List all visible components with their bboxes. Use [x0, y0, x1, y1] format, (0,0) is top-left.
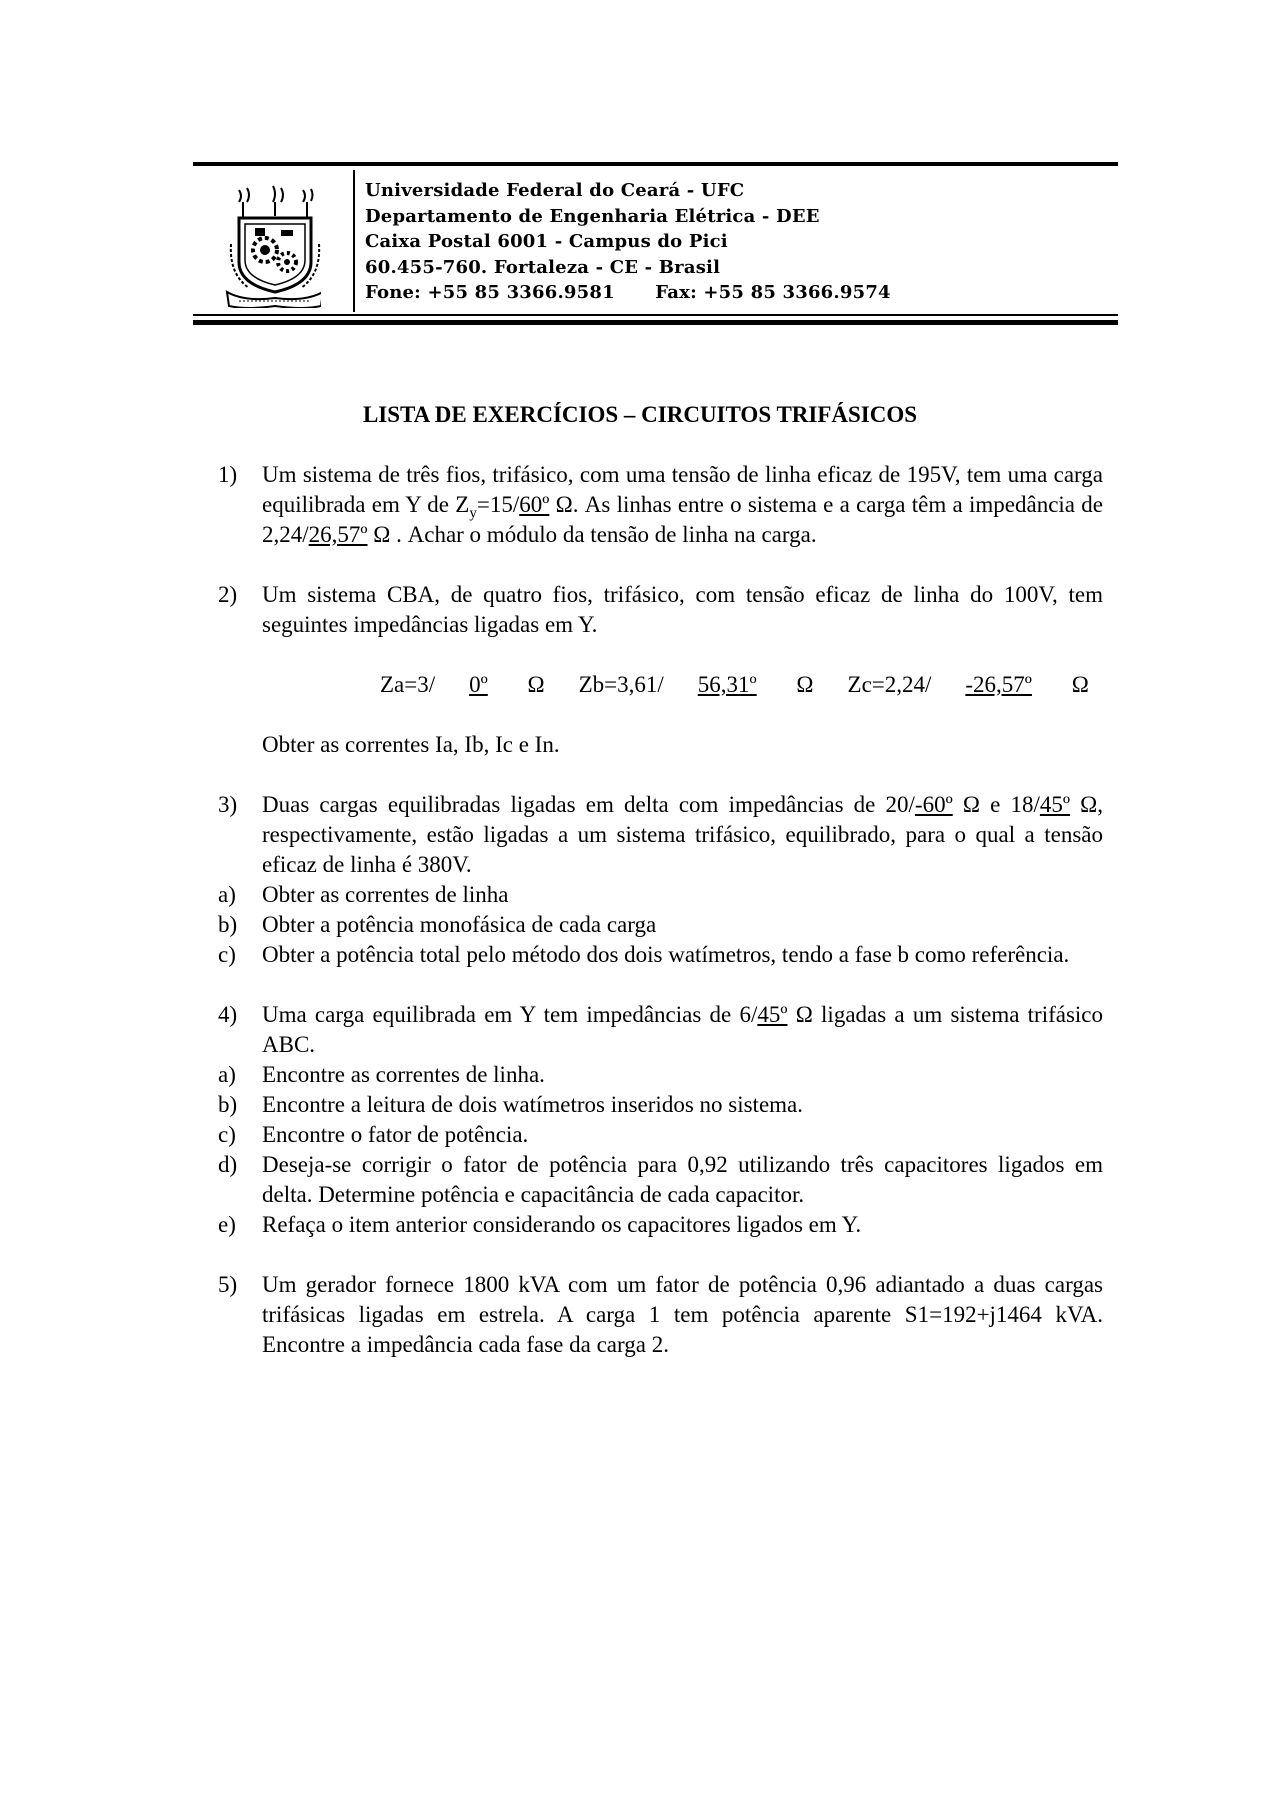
- exercise-1: [218, 460, 1103, 550]
- impedance-zb: Zb=3,61/ 56,31º Ω: [578, 672, 814, 697]
- text-run: Uma carga equilibrada em Y tem impedâncias de 6/: [262, 1002, 758, 1027]
- institution-name: Universidade Federal do Ceará - UFC: [365, 180, 745, 201]
- exercise-list: [218, 460, 1103, 1360]
- sub-item-text: Deseja-se corrigir o fator de potência para 0,92 utilizando três capacitores ligados em delta. Determine potência e capacitância de cada capacitor.: [262, 1152, 1103, 1207]
- sub-item: [218, 1150, 1103, 1210]
- ufc-crest-icon: [225, 184, 321, 308]
- text-run: Ω. As linhas entre o sistema e a carga têm a impedância de 2,24/: [262, 492, 1103, 547]
- sub-item-text: Obter as correntes de linha: [262, 882, 509, 907]
- text-run: Ω ligadas a um sistema trifásico ABC.: [262, 1002, 1104, 1057]
- exercise-number: 1): [218, 462, 238, 487]
- ufc-logo: [193, 170, 355, 312]
- sub-item-label: a): [218, 1062, 236, 1087]
- impedance-za: Za=3/ 0º Ω: [380, 672, 545, 697]
- sub-item-text: Encontre a leitura de dois watímetros inseridos no sistema.: [262, 1092, 804, 1117]
- sub-item-label: d): [218, 1152, 238, 1177]
- sub-item-label: c): [218, 1122, 236, 1147]
- angle: -60º: [914, 792, 953, 817]
- angle: 45º: [1039, 792, 1070, 817]
- department-name: Departamento de Engenharia Elétrica - DEE: [365, 205, 820, 227]
- exercise-number: 5): [218, 1272, 238, 1297]
- sub-item: [218, 1090, 1103, 1120]
- sub-item-text: Obter a potência monofásica de cada carga: [262, 912, 657, 937]
- text-run: Ω . Achar o módulo da tensão de linha na carga.: [367, 522, 817, 547]
- exercise-number: 2): [218, 582, 238, 607]
- sub-item-text: Encontre as correntes de linha.: [262, 1062, 545, 1087]
- divider: [193, 320, 1118, 325]
- text-run: Obter as correntes Ia, Ib, Ic e In.: [262, 732, 560, 757]
- sub-item: [218, 1060, 1103, 1090]
- sub-item: [218, 910, 1103, 940]
- text-run: Duas cargas equilibradas ligadas em delta com impedâncias de 20/: [262, 792, 915, 817]
- sub-item: [218, 880, 1103, 910]
- text-run: Um sistema de três fios, trifásico, com uma tensão de linha eficaz de 195V, tem uma carga equilibrada em Y de Z: [262, 462, 1103, 517]
- exercise-3: [218, 790, 1103, 880]
- sub-item-text: Refaça o item anterior considerando os capacitores ligados em Y.: [262, 1212, 862, 1237]
- sub-item: [218, 940, 1103, 970]
- angle: 60º: [519, 492, 550, 517]
- exercise-4: [218, 1000, 1103, 1060]
- page-title: LISTA DE EXERCÍCIOS – CIRCUITOS TRIFÁSICOS: [362, 402, 918, 427]
- text-run: Um sistema CBA, de quatro fios, trifásico, com tensão eficaz de linha do 100V, tem seguintes impedâncias ligadas em Y.: [262, 582, 1103, 637]
- exercise-text: [262, 790, 1103, 880]
- sub-item-label: b): [218, 1092, 238, 1117]
- text-run: Ω, respectivamente, estão ligadas a um sistema trifásico, equilibrado, para o qual a tensão eficaz de linha é 380V.: [262, 792, 1103, 877]
- address-line-1: Caixa Postal 6001 - Campus do Pici: [365, 231, 728, 252]
- institution-block: [365, 178, 891, 306]
- subscript: y: [469, 505, 477, 522]
- letterhead: [193, 162, 1118, 338]
- exercise-text: [262, 1000, 1103, 1060]
- phone-number: Fone: +55 85 3366.9581: [365, 282, 615, 303]
- fax-number: Fax: +55 85 3366.9574: [655, 282, 891, 303]
- sub-item-text: Obter a potência total pelo método dos dois watímetros, tendo a fase b como referência.: [262, 942, 1070, 967]
- sub-item: [218, 1120, 1103, 1150]
- exercise-text: [262, 460, 1103, 550]
- sub-item-text: Encontre o fator de potência.: [262, 1122, 529, 1147]
- exercise-number: 4): [218, 1002, 238, 1027]
- text-run: Ω e 18/: [952, 792, 1040, 817]
- sub-item-label: c): [218, 942, 236, 967]
- contact-row: [365, 280, 891, 306]
- divider: [193, 314, 1118, 316]
- exercise-number: 3): [218, 792, 238, 817]
- angle: 45º: [757, 1002, 788, 1027]
- sub-item-label: a): [218, 882, 236, 907]
- address-line-2: 60.455-760. Fortaleza - CE - Brasil: [365, 256, 721, 278]
- exercise-2: [218, 580, 1103, 760]
- exercise-text: Um gerador fornece 1800 kVA com um fator de potência 0,96 adiantado a duas cargas trifásicas ligadas em estrela. A carga 1 tem potência aparente S1=192+j1464 kVA. Encontre a impedância cada fase da carga 2.: [262, 1272, 1103, 1357]
- exercise-text: [262, 580, 1103, 760]
- text-run: =15/: [476, 492, 520, 517]
- angle: 26,57º: [308, 522, 368, 547]
- exercise-5: [218, 1270, 1103, 1360]
- sub-item: [218, 1210, 1103, 1240]
- sub-item-label: e): [218, 1212, 236, 1237]
- sub-item-label: b): [218, 912, 238, 937]
- impedance-line: [262, 670, 1103, 700]
- impedance-zc: Zc=2,24/ -26,57º Ω: [847, 672, 1089, 697]
